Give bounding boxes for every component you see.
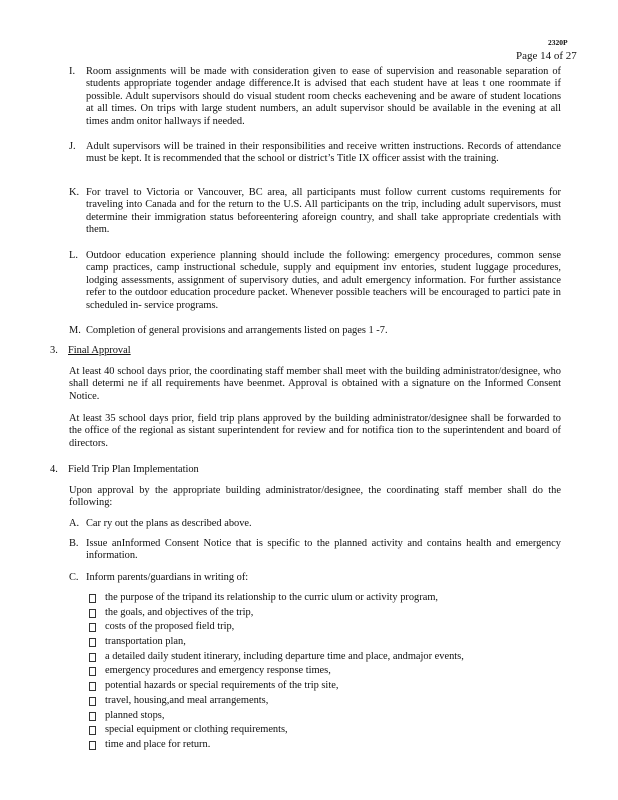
section-number: 4. <box>50 464 58 475</box>
list-item-l <box>69 250 561 312</box>
list-item-k <box>69 187 561 237</box>
bullet-text: time and place for return. <box>105 738 211 750</box>
bullet-box-icon <box>89 667 96 676</box>
bullet-text: emergency procedures and emergency response times, <box>105 665 331 677</box>
item-text: Outdoor education experience planning should include the following: emergency procedures, common sense camp practices, camp instructional schedule, supply and equipment inv entories, student luggage procedures, lodging assessments, assignment of supervisory duties, and adult emergency information. For further assistance refer to the outdoor education procedure packet. Whenever possible teachers will be encouraged to partici pate in scheduled in- service programs. <box>86 250 561 311</box>
list-item <box>88 607 528 622</box>
bullet-box-icon <box>89 638 96 647</box>
bullet-text: the purpose of the tripand its relationship to the curric ulum or activity program, <box>105 592 438 603</box>
list-item <box>88 651 528 666</box>
bullet-text: a detailed daily student itinerary, including departure time and place, andmajor events, <box>105 650 464 662</box>
list-item-i <box>69 66 561 128</box>
step-text: Issue anInformed Consent Notice that is specific to the planned activity and contains health and emergency information. <box>86 538 561 562</box>
step-text: Inform parents/guardians in writing of: <box>86 572 249 583</box>
bullet-text: the goals, and objectives of the trip, <box>105 606 254 618</box>
list-item <box>88 695 528 710</box>
bullet-box-icon <box>89 609 96 618</box>
item-text: Adult supervisors will be trained in their responsibilities and receive written instructions. Records of attendance must be kept. It is recommended that the school or district’s Title IX officer assist with the training. <box>86 141 561 165</box>
page-number: Page 14 of 27 <box>516 50 577 62</box>
list-item <box>88 621 528 636</box>
list-item <box>88 739 528 754</box>
bullet-box-icon <box>89 594 96 603</box>
bullet-box-icon <box>89 712 96 721</box>
section-number: 3. <box>50 345 58 356</box>
section-field-trip-implementation <box>50 464 199 476</box>
list-item <box>88 636 528 651</box>
item-label: I. <box>69 66 76 77</box>
list-item-m <box>69 325 561 337</box>
final-approval-paragraph-1: At least 40 school days prior, the coordinating staff member shall meet with the building administrator/designee, who shall determi ne if all requirements have beenmet. Approval is obtained with a signature on the Informed Consent Notice. <box>69 366 561 402</box>
step-label: C. <box>69 572 79 583</box>
list-item <box>88 724 528 739</box>
bullet-text: potential hazards or special requirements of the trip site, <box>105 680 339 692</box>
item-label: M. <box>69 325 81 336</box>
item-text: Completion of general provisions and arrangements listed on pages 1 -7. <box>86 325 388 336</box>
step-label: A. <box>69 518 80 529</box>
item-label: L. <box>69 250 78 261</box>
list-item <box>88 592 528 607</box>
item-label: K. <box>69 187 80 198</box>
item-text: For travel to Victoria or Vancouver, BC area, all participants must follow current customs requirements for traveling into Canada and for the return to the U.S. All participants on the trip, including adult supervisors, must determine their immigration status beforeentering aforeign country, and shall take appropriate credentials with them. <box>86 187 561 236</box>
list-item <box>88 680 528 695</box>
bullet-box-icon <box>89 726 96 735</box>
bullet-box-icon <box>89 697 96 706</box>
bullet-box-icon <box>89 682 96 691</box>
step-c <box>69 572 561 584</box>
step-a <box>69 518 561 530</box>
list-item <box>88 710 528 725</box>
step-label: B. <box>69 538 79 549</box>
bullet-box-icon <box>89 653 96 662</box>
item-label: J. <box>69 141 76 152</box>
step-text: Car ry out the plans as described above. <box>86 518 252 529</box>
item-text: Room assignments will be made with consideration given to ease of supervision and reasonable separation of students appropriate togender andage difference.It is advised that each student have at leas t one roommate if possible. Adult supervisors should do visual student room checks eachevening and be aware of student locations at all times. On trips with large student numbers, an adult supervisor should be available in the evening at all times andm onitor hallways if needed. <box>86 66 561 127</box>
step-b <box>69 538 561 563</box>
list-item-j <box>69 141 561 166</box>
inform-parents-list <box>88 592 528 754</box>
bullet-text: costs of the proposed field trip, <box>105 621 235 633</box>
section-title: Final Approval <box>68 345 131 356</box>
section-title: Field Trip Plan Implementation <box>68 464 199 475</box>
bullet-text: planned stops, <box>105 709 165 721</box>
bullet-text: transportation plan, <box>105 636 186 648</box>
list-item <box>88 665 528 680</box>
bullet-text: travel, housing,and meal arrangements, <box>105 694 269 706</box>
bullet-text: special equipment or clothing requirements, <box>105 724 288 736</box>
final-approval-paragraph-2: At least 35 school days prior, field trip plans approved by the building administrator/designee shall be forwarded to the office of the regional as sistant superintendent for review and for notifica tion to the superintendent and board of directors. <box>69 413 561 449</box>
bullet-box-icon <box>89 623 96 632</box>
document-code: 2320P <box>548 38 568 47</box>
implementation-paragraph: Upon approval by the appropriate building administrator/designee, the coordinating staff member shall do the following: <box>69 485 561 509</box>
bullet-box-icon <box>89 741 96 750</box>
section-final-approval <box>50 345 131 357</box>
